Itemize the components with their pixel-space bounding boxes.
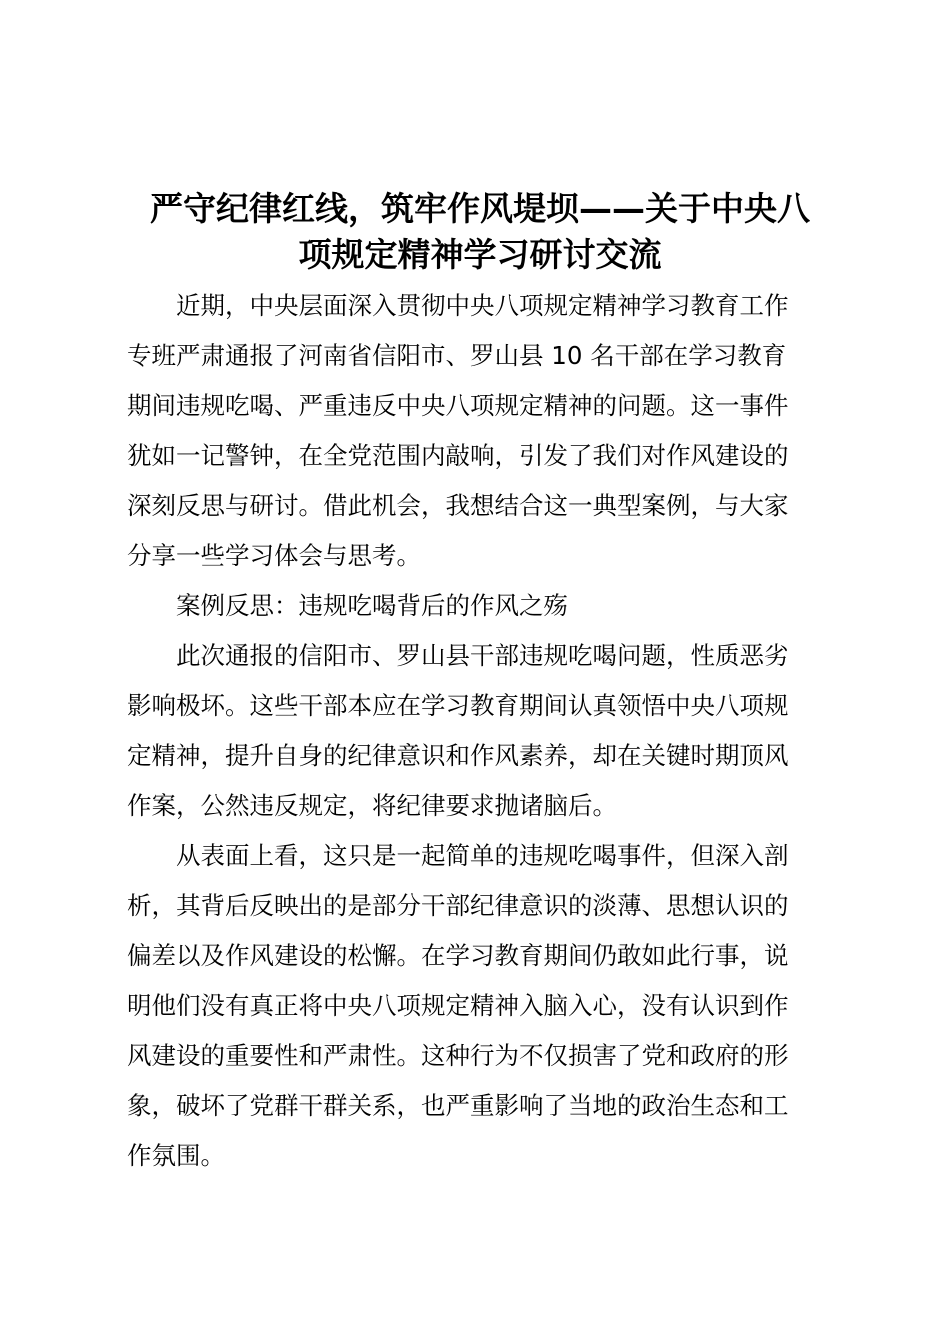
paragraph-line: 明他们没有真正将中央八项规定精神入脑入心，没有认识到作 — [127, 991, 789, 1020]
paragraph-line: 定精神，提升自身的纪律意识和作风素养，却在关键时期顶风 — [127, 741, 789, 770]
paragraph-line: 期间违规吃喝、严重违反中央八项规定精神的问题。这一事件 — [127, 391, 789, 420]
paragraph-line: 析，其背后反映出的是部分干部纪律意识的淡薄、思想认识的 — [127, 891, 789, 920]
paragraph-line: 偏差以及作风建设的松懈。在学习教育期间仍敢如此行事，说 — [127, 941, 789, 970]
paragraph-line: 作案，公然违反规定，将纪律要求抛诸脑后。 — [127, 791, 617, 820]
title-line-2: 项规定精神学习研讨交流 — [298, 235, 662, 274]
paragraph-line: 专班严肃通报了河南省信阳市、罗山县 10 名干部在学习教育 — [127, 341, 787, 370]
paragraph-line: 深刻反思与研讨。借此机会，我想结合这一典型案例，与大家 — [127, 491, 789, 520]
paragraph-case-summary — [127, 631, 837, 831]
paragraph-line: 此次通报的信阳市、罗山县干部违规吃喝问题，性质恶劣 — [176, 641, 789, 670]
document-body — [127, 281, 837, 1181]
paragraph-line: 风建设的重要性和严肃性。这种行为不仅损害了党和政府的形 — [127, 1041, 789, 1070]
paragraph-line: 作氛围。 — [127, 1141, 225, 1170]
paragraph-analysis — [127, 831, 837, 1181]
paragraph-line: 从表面上看，这只是一起简单的违规吃喝事件，但深入剖 — [176, 841, 789, 870]
paragraph-line: 影响极坏。这些干部本应在学习教育期间认真领悟中央八项规 — [127, 691, 789, 720]
section-heading-case-reflection — [127, 581, 837, 631]
paragraph-line: 象，破坏了党群干群关系，也严重影响了当地的政治生态和工 — [127, 1091, 789, 1120]
paragraph-line: 分享一些学习体会与思考。 — [127, 541, 421, 570]
section-heading: 案例反思：违规吃喝背后的作风之殇 — [176, 591, 568, 620]
paragraph-line: 犹如一记警钟，在全党范围内敲响，引发了我们对作风建设的 — [127, 441, 789, 470]
paragraph-intro — [127, 281, 837, 581]
document-title — [110, 186, 850, 278]
title-line-1: 严守纪律红线，筑牢作风堤坝——关于中央八 — [150, 189, 810, 228]
paragraph-line: 近期，中央层面深入贯彻中央八项规定精神学习教育工作 — [176, 291, 789, 320]
